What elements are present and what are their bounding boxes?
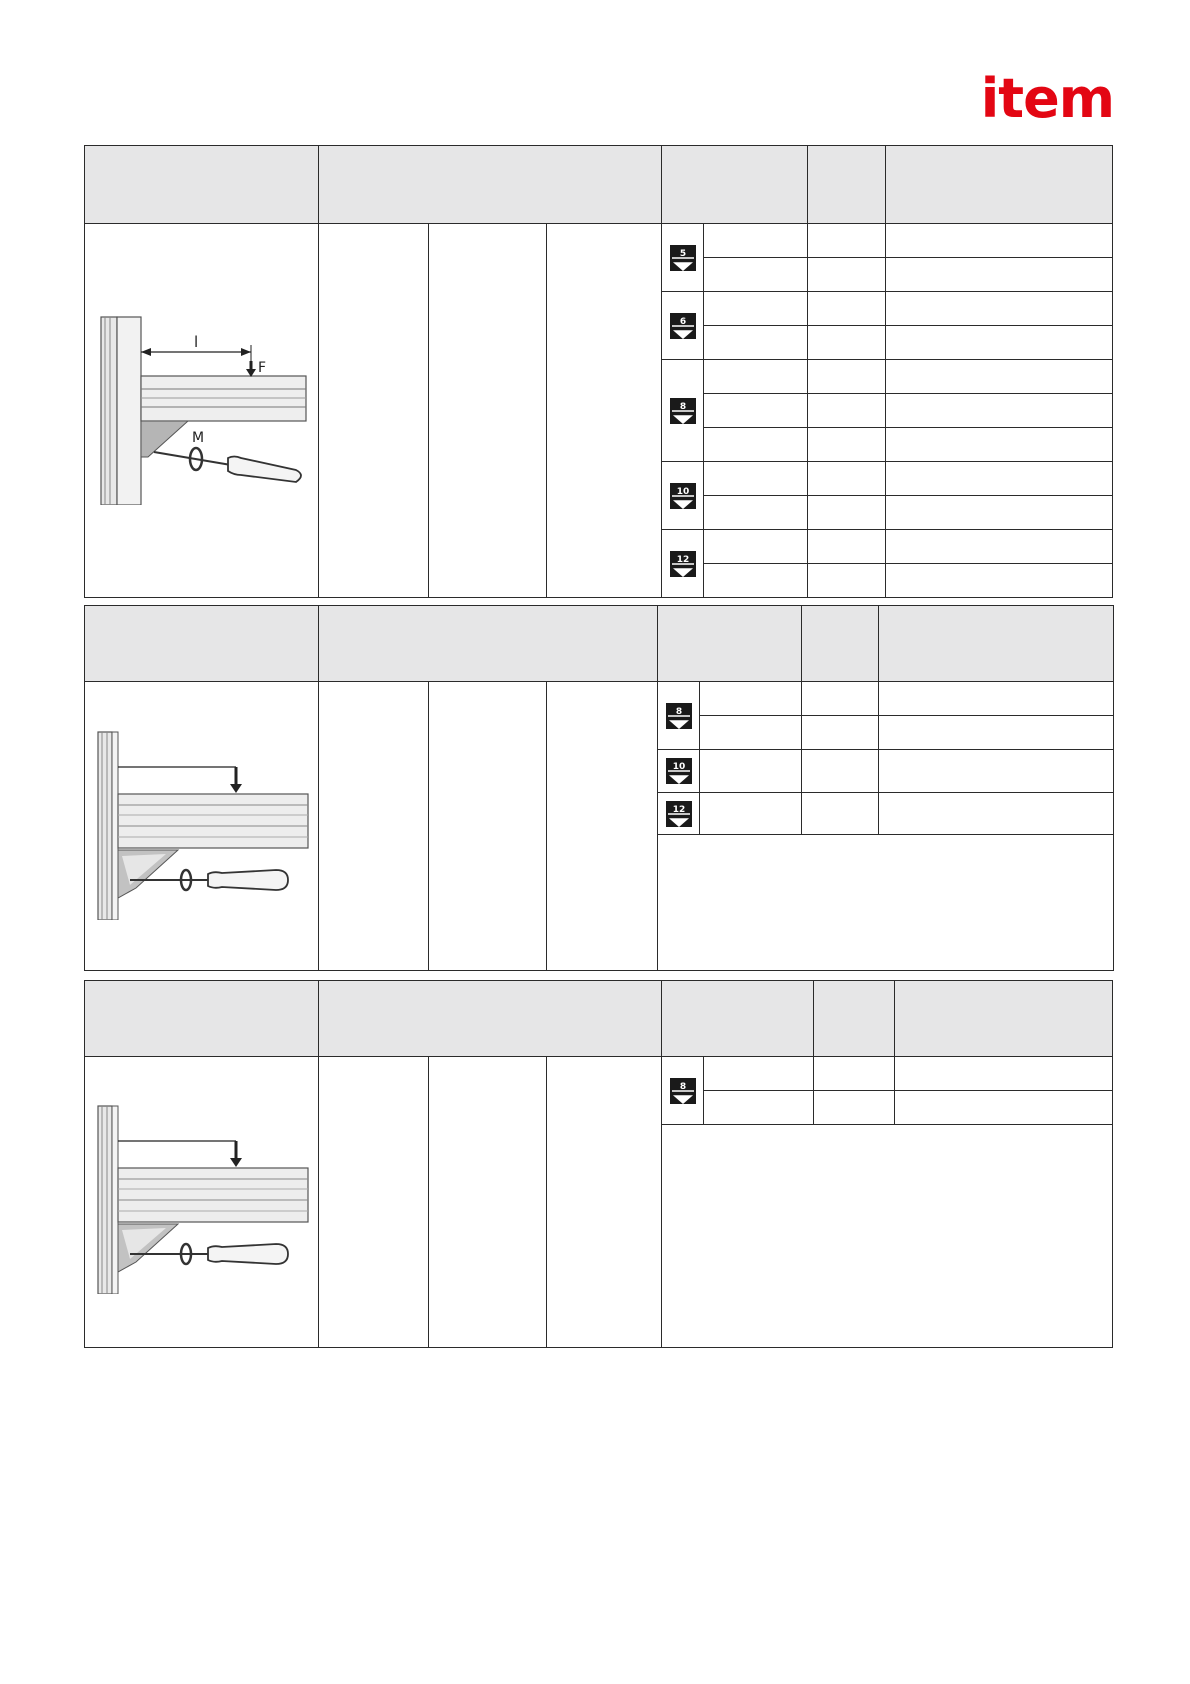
table-cell <box>808 428 886 462</box>
table-cell <box>886 394 1113 428</box>
header-cell-slot <box>662 981 814 1057</box>
header-cell-slot <box>658 606 802 682</box>
table-cell <box>802 716 879 750</box>
table-cell <box>704 1091 814 1125</box>
table-cell <box>886 530 1113 564</box>
table-cell <box>704 292 808 326</box>
header-cell-note <box>895 981 1113 1057</box>
table-cell <box>895 1057 1113 1091</box>
table-cell <box>700 716 802 750</box>
spec-cell-c <box>547 224 662 598</box>
slot-size-8-icon <box>658 682 700 750</box>
table-cell <box>886 360 1113 394</box>
svg-text:12: 12 <box>672 804 685 815</box>
table-cell <box>704 496 808 530</box>
slot-size-5-icon <box>662 224 704 292</box>
bracket-load-illustration-2 <box>96 730 311 920</box>
length-label: l <box>194 333 199 351</box>
table-cell <box>808 564 886 598</box>
slot-size-10-icon <box>658 750 700 793</box>
header-cell-image <box>85 606 319 682</box>
table-cell <box>704 462 808 496</box>
svg-text:8: 8 <box>679 401 686 412</box>
table-cell <box>808 360 886 394</box>
table-cell <box>886 292 1113 326</box>
moment-label: M <box>192 430 205 446</box>
table-cell <box>808 462 886 496</box>
table-cell <box>704 224 808 258</box>
table-cell <box>700 750 802 793</box>
table-cell <box>886 428 1113 462</box>
table-cell <box>704 564 808 598</box>
table-cell <box>704 394 808 428</box>
table-cell <box>802 750 879 793</box>
svg-text:5: 5 <box>679 248 686 259</box>
spec-cell-a <box>319 224 429 598</box>
table-cell <box>704 326 808 360</box>
header-cell-specs <box>319 606 658 682</box>
table-cell <box>802 682 879 716</box>
svg-text:8: 8 <box>679 1081 686 1092</box>
slot-size-12-icon <box>658 793 700 835</box>
spec-cell-a <box>319 682 429 971</box>
table-cell <box>700 682 802 716</box>
spec-cell-c <box>547 682 658 971</box>
svg-text:10: 10 <box>672 762 685 772</box>
svg-text:12: 12 <box>676 554 689 565</box>
header-cell-value <box>802 606 879 682</box>
table-cell <box>808 224 886 258</box>
header-cell-specs <box>319 146 662 224</box>
header-cell-note <box>879 606 1114 682</box>
table-cell <box>704 360 808 394</box>
spec-cell-b <box>429 224 547 598</box>
bracket-load-illustration-1 <box>96 305 316 505</box>
slot-size-8-icon <box>662 360 704 462</box>
slot-size-8-icon <box>662 1057 704 1125</box>
slot-size-10-icon <box>662 462 704 530</box>
table-cell <box>879 716 1114 750</box>
force-label: F <box>258 360 267 376</box>
table-cell <box>704 1057 814 1091</box>
spec-cell-b <box>429 682 547 971</box>
slot-size-12-icon <box>662 530 704 598</box>
table-cell <box>814 1057 895 1091</box>
table-cell <box>700 793 802 835</box>
bracket-load-illustration-3 <box>96 1104 311 1294</box>
table-cell <box>808 530 886 564</box>
table-cell <box>895 1091 1113 1125</box>
spec-cell-a <box>319 1057 429 1348</box>
table-cell <box>808 496 886 530</box>
table-cell <box>814 1091 895 1125</box>
svg-text:6: 6 <box>679 316 686 327</box>
table-cell <box>704 258 808 292</box>
table-cell <box>704 428 808 462</box>
table-cell <box>879 750 1114 793</box>
table-cell <box>886 326 1113 360</box>
table-cell <box>704 530 808 564</box>
table-cell <box>879 682 1114 716</box>
table-cell <box>886 462 1113 496</box>
spec-cell-c <box>547 1057 662 1348</box>
table-cell <box>879 793 1114 835</box>
note-cell <box>662 1125 1113 1348</box>
table-cell <box>886 564 1113 598</box>
header-cell-value <box>814 981 895 1057</box>
header-cell-image <box>85 981 319 1057</box>
table-cell <box>808 292 886 326</box>
spec-cell-b <box>429 1057 547 1348</box>
svg-text:10: 10 <box>676 486 689 497</box>
note-cell <box>658 835 1114 971</box>
table-cell <box>808 258 886 292</box>
header-cell-slot <box>662 146 808 224</box>
header-cell-value <box>808 146 886 224</box>
table-cell <box>886 258 1113 292</box>
table-cell <box>886 496 1113 530</box>
header-cell-specs <box>319 981 662 1057</box>
table-cell <box>802 793 879 835</box>
header-cell-image <box>85 146 319 224</box>
table-cell <box>808 326 886 360</box>
svg-text:8: 8 <box>675 706 682 717</box>
table-cell <box>886 224 1113 258</box>
header-cell-note <box>886 146 1113 224</box>
table-cell <box>808 394 886 428</box>
item-logo: item <box>980 67 1114 130</box>
slot-size-6-icon <box>662 292 704 360</box>
